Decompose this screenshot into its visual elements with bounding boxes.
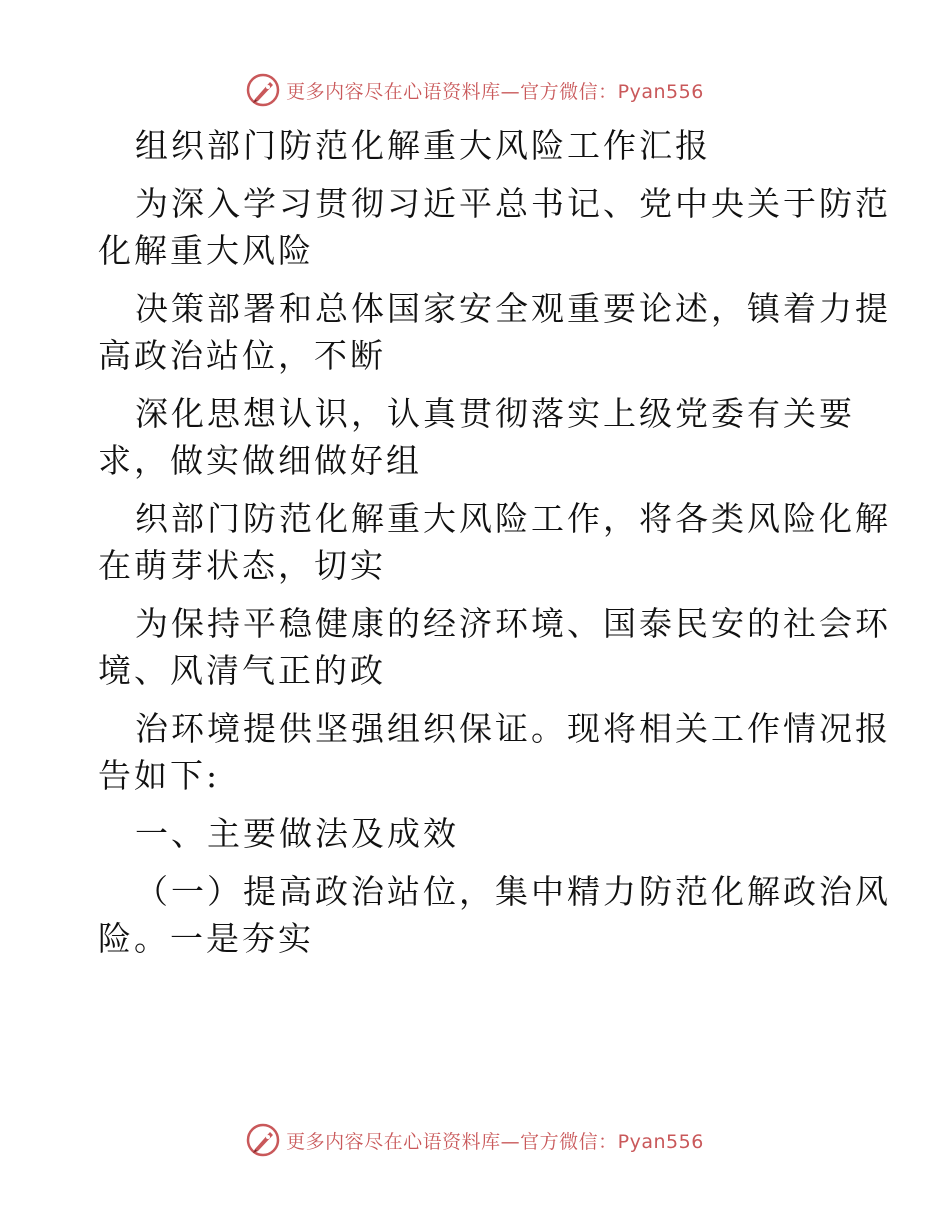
paragraph-line: 治环境提供坚强组织保证。现将相关工作情况报 bbox=[135, 709, 891, 748]
paragraph-line: 险。一是夯实 bbox=[98, 919, 314, 958]
footer-watermark-text: 更多内容尽在心语资料库—官方微信：Pyan556 bbox=[286, 1130, 704, 1153]
paragraph-line: 在萌芽状态，切实 bbox=[98, 546, 386, 585]
document-title: 组织部门防范化解重大风险工作汇报 bbox=[135, 126, 711, 165]
footer-watermark-banner bbox=[0, 1120, 950, 1160]
paragraph-line: 境、风清气正的政 bbox=[98, 651, 386, 690]
paragraph-line: 深化思想认识，认真贯彻落实上级党委有关要 bbox=[135, 394, 855, 433]
quill-pen-logo-icon bbox=[246, 1123, 280, 1157]
paragraph-line: 高政治站位，不断 bbox=[98, 336, 386, 375]
quill-pen-logo-icon bbox=[246, 73, 280, 107]
paragraph-line: 为深入学习贯彻习近平总书记、党中央关于防范 bbox=[135, 184, 891, 223]
paragraph-line: 织部门防范化解重大风险工作，将各类风险化解 bbox=[135, 499, 891, 538]
section-heading: 一、主要做法及成效 bbox=[135, 814, 459, 853]
paragraph-line: 决策部署和总体国家安全观重要论述，镇着力提 bbox=[135, 289, 891, 328]
header-watermark-banner bbox=[0, 70, 950, 110]
paragraph-line: 求，做实做细做好组 bbox=[98, 441, 422, 480]
paragraph-line: （一）提高政治站位，集中精力防范化解政治风 bbox=[135, 872, 891, 911]
paragraph-line: 为保持平稳健康的经济环境、国泰民安的社会环 bbox=[135, 604, 891, 643]
paragraph-line: 化解重大风险 bbox=[98, 231, 314, 270]
document-body bbox=[98, 122, 891, 973]
header-watermark-text: 更多内容尽在心语资料库—官方微信：Pyan556 bbox=[286, 80, 704, 103]
paragraph-line: 告如下: bbox=[98, 756, 221, 795]
